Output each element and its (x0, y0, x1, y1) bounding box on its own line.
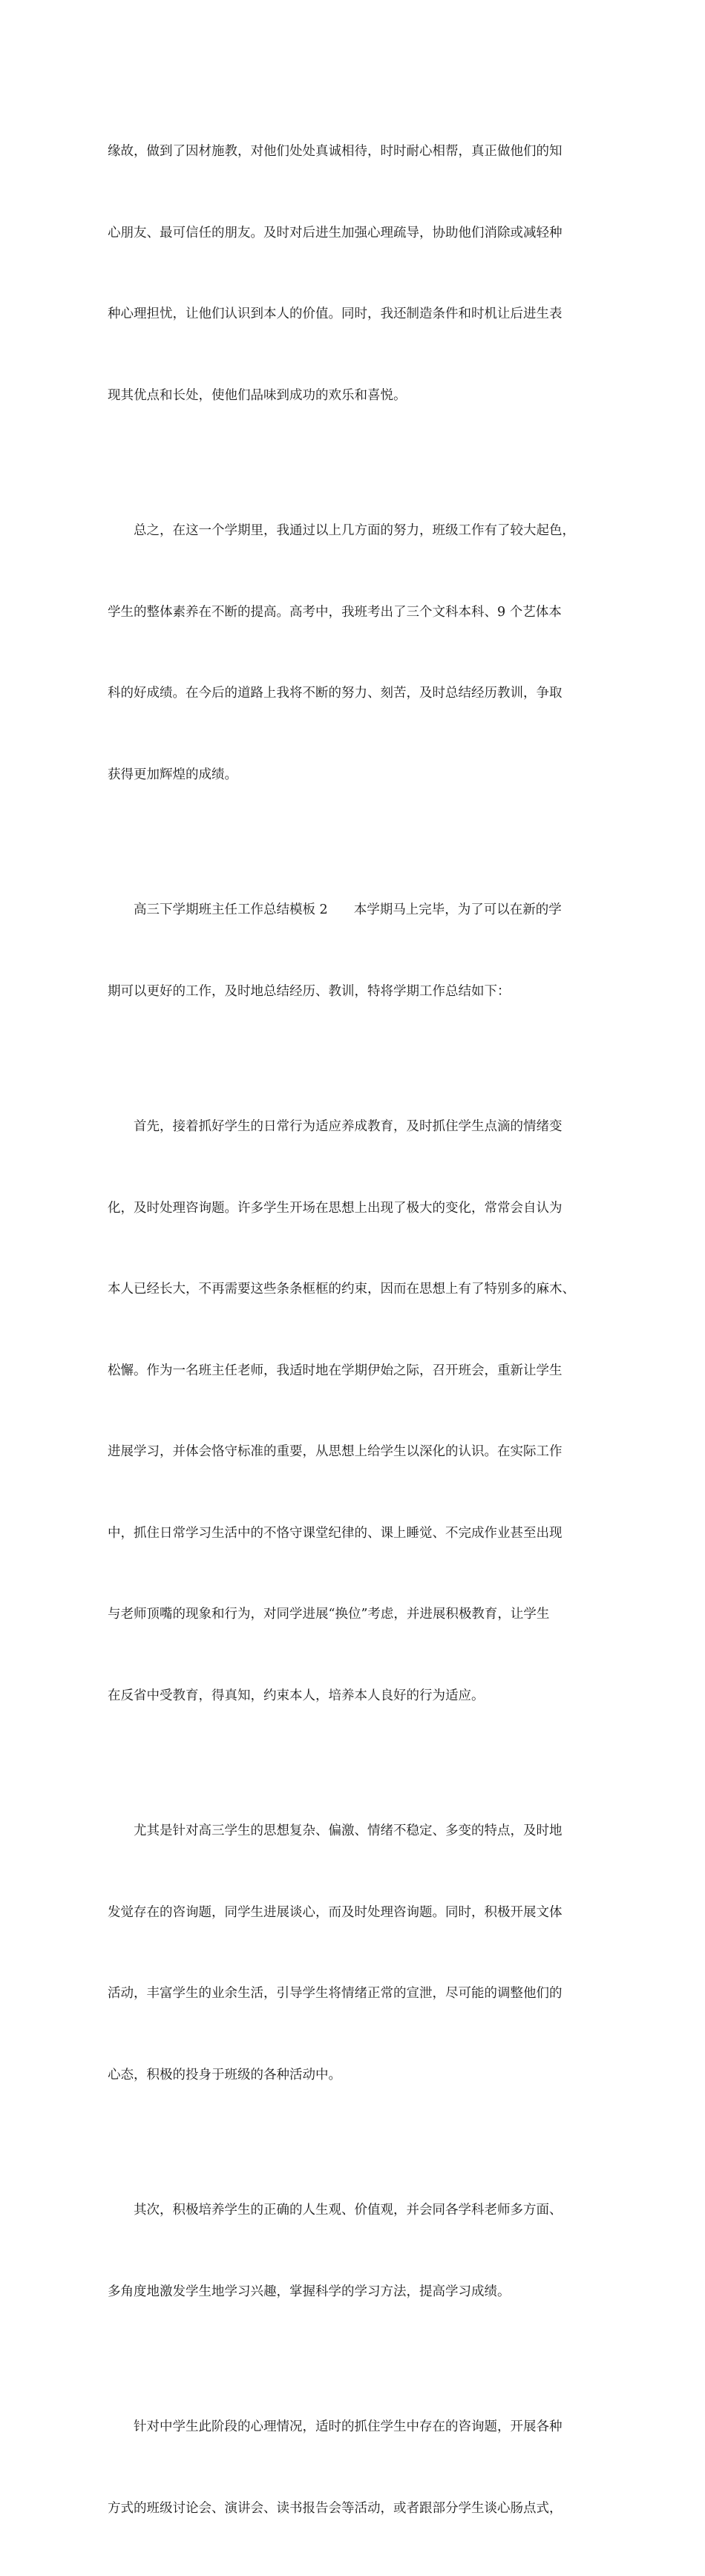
text-line: 总之，在这一个学期里，我通过以上几方面的努力，班级工作有了较大起色， (134, 523, 575, 538)
text-line: 心朋友、最可信任的朋友。及时对后进生加强心理疏导，协助他们消除或减轻种 (108, 225, 563, 240)
text-line: 本人已经长大，不再需要这些条条框框的约束，因而在思想上有了特别多的麻木、 (108, 1282, 575, 1297)
text-line: 期可以更好的工作，及时地总结经历、教训，特将学期工作总结如下： (108, 983, 511, 999)
text-line: 获得更加辉煌的成绩。 (108, 767, 237, 782)
paragraph-6 (108, 2143, 601, 2359)
text-line: 心态，积极的投身于班级的各种活动中。 (108, 2067, 341, 2082)
text-line: 方式的班级讨论会、演讲会、读书报告会等活动，或者跟部分学生谈心肠点式， (108, 2500, 563, 2516)
text-line: 首先，接着抓好学生的日常行为适应养成教育，及时抓住学生点滴的情绪变 (134, 1119, 563, 1134)
text-line: 缘故，做到了因材施教，对他们处处真诚相待，时时耐心相帮，真正做他们的知 (108, 144, 563, 159)
text-line: 进展学习，并体会恪守标准的重要，从思想上给学生以深化的认识。在实际工作 (108, 1444, 563, 1459)
text-line: 与老师顶嘴的现象和行为，对同学进展“换位”考虑，并进展积极教育，让学生 (108, 1607, 550, 1622)
text-line: 多角度地激发学生地学习兴趣，掌握科学的学习方法，提高学习成绩。 (108, 2284, 511, 2299)
paragraph-5 (108, 1763, 601, 2143)
text-line: 学生的整体素养在不断的提高。高考中，我班考出了三个文科本科、9 个艺体本 (108, 604, 562, 620)
text-line: 现其优点和长处，使他们品味到成功的欢乐和喜悦。 (108, 387, 407, 403)
paragraph-3 (108, 842, 601, 1059)
text-line: 科的好成绩。在今后的道路上我将不断的努力、刻苦，及时总结经历教训，争取 (108, 686, 563, 701)
paragraph-4 (108, 1059, 601, 1763)
text-line: 针对中学生此阶段的心理情况，适时的抓住学生中存在的咨询题，开展各种 (134, 2419, 563, 2434)
paragraph-2 (108, 463, 601, 842)
paragraph-7 (108, 2359, 601, 2576)
text-line: 在反省中受教育，得真知，约束本人，培养本人良好的行为适应。 (108, 1688, 485, 1703)
text-line: 松懈。作为一名班主任老师，我适时地在学期伊始之际，召开班会，重新让学生 (108, 1363, 563, 1378)
text-line: 其次，积极培养学生的正确的人生观、价值观，并会同各学科老师多方面、 (134, 2203, 563, 2218)
text-line: 化，及时处理咨询题。许多学生开场在思想上出现了极大的变化，常常会自认为 (108, 1200, 563, 1216)
text-line: 高三下学期班主任工作总结模板 2 本学期马上完毕，为了可以在新的学 (134, 902, 562, 917)
text-line: 中，抓住日常学习生活中的不恪守课堂纪律的、课上睡觉、不完成作业甚至出现 (108, 1525, 563, 1541)
paragraph-1 (108, 84, 601, 463)
text-line: 种心理担忧，让他们认识到本人的价值。同时，我还制造条件和时机让后进生表 (108, 307, 563, 321)
document-body (108, 84, 601, 2576)
text-line: 发觉存在的咨询题，同学生进展谈心，而及时处理咨询题。同时，积极开展文体 (108, 1904, 563, 1920)
text-line: 活动，丰富学生的业余生活，引导学生将情绪正常的宣泄，尽可能的调整他们的 (108, 1986, 563, 2001)
text-line: 尤其是针对高三学生的思想复杂、偏激、情绪不稳定、多变的特点，及时地 (134, 1823, 563, 1838)
